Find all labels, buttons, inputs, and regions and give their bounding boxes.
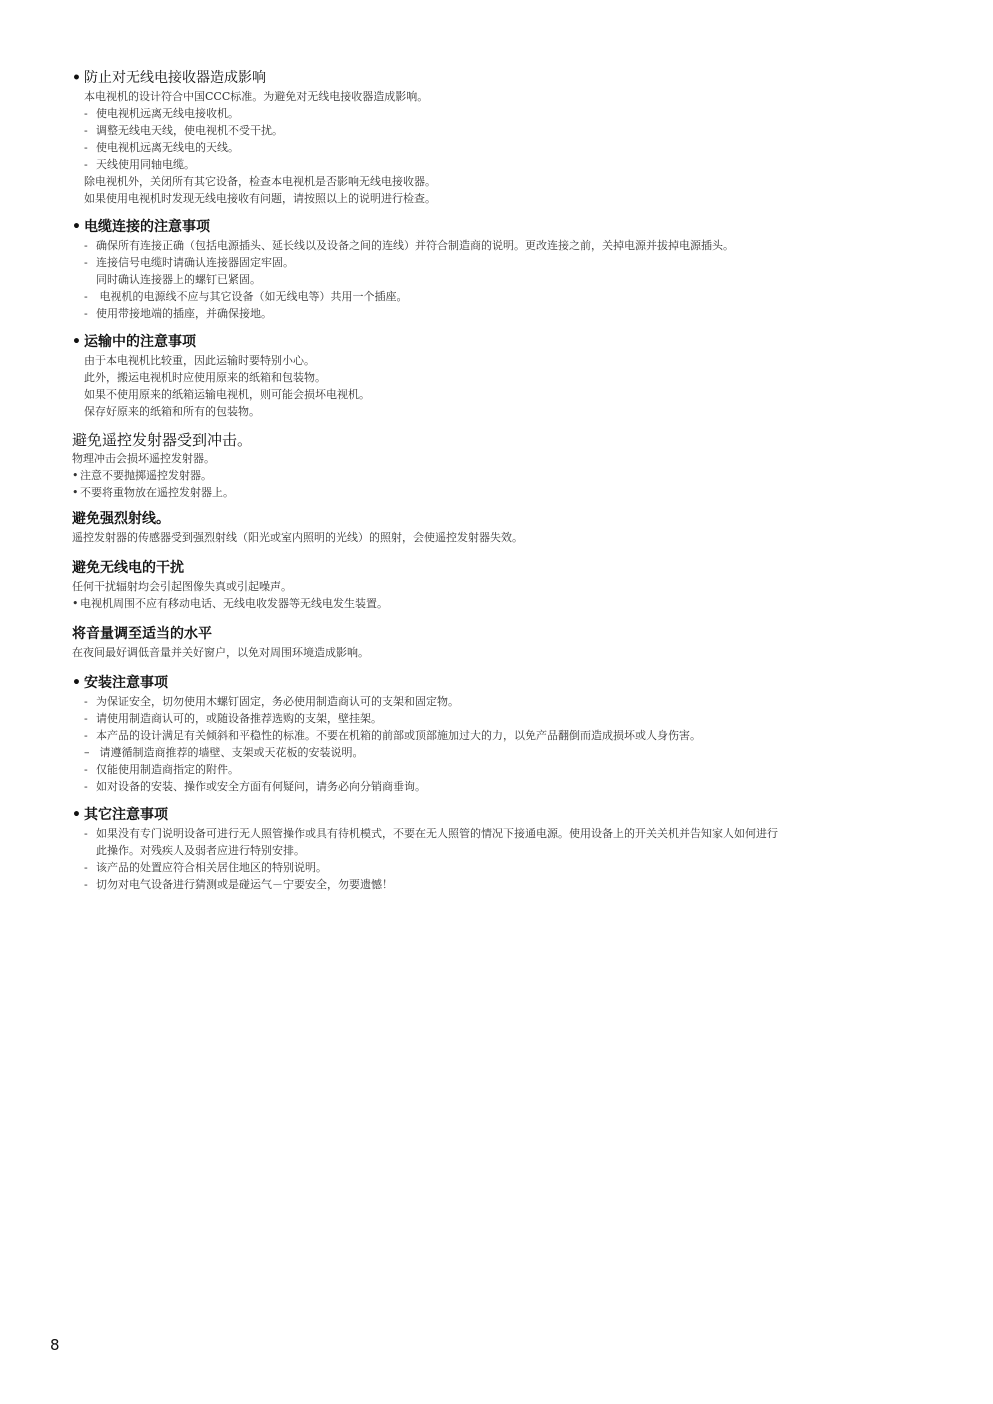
- section-heading: [72, 805, 952, 825]
- dash-item-text: 为保证安全，切勿使用木螺钉固定，务必使用制造商认可的支架和固定物。: [96, 695, 459, 708]
- dash-item: [72, 761, 952, 778]
- body-line: 在夜间最好调低音量并关好窗户，以免对周围环境造成影响。: [72, 646, 369, 659]
- dash-marker: –: [84, 746, 90, 759]
- section-remote-shock: [72, 430, 952, 501]
- body-line: 保存好原来的纸箱和所有的包装物。: [84, 405, 260, 418]
- dash-marker: -: [84, 827, 88, 840]
- section-strong-light: [72, 509, 952, 546]
- dash-item: [72, 859, 952, 876]
- dash-item-text: 该产品的处置应符合相关居住地区的特别说明。: [96, 861, 327, 874]
- dash-item: [72, 122, 952, 139]
- dash-marker: -: [84, 239, 88, 252]
- dash-marker: -: [84, 158, 88, 171]
- dash-item: [72, 237, 952, 254]
- section-transport: [72, 332, 952, 420]
- section-heading: [72, 68, 952, 88]
- bullet-icon: •: [72, 486, 79, 499]
- dash-marker: -: [84, 729, 88, 742]
- section-heading-text: 其它注意事项: [84, 807, 168, 823]
- continued-line: 同时确认连接器上的螺钉已紧固。: [96, 273, 261, 286]
- dash-item-text: 调整无线电天线，使电视机不受干扰。: [96, 124, 283, 137]
- dash-item-text: 仅能使用制造商指定的附件。: [96, 763, 239, 776]
- dash-marker: -: [84, 290, 88, 303]
- body-line: 此外，搬运电视机时应使用原来的纸箱和包装物。: [84, 371, 326, 384]
- dash-item-text: 请遵循制造商推荐的墙壁、支架或天花板的安装说明。: [96, 746, 364, 759]
- section-heading: [72, 217, 952, 237]
- dash-marker: -: [84, 256, 88, 269]
- dash-item: [72, 876, 952, 893]
- dash-item-text: 使电视机远离无线电的天线。: [96, 141, 239, 154]
- dash-item-text: 使电视机远离无线电接收机。: [96, 107, 239, 120]
- bullet-item-text: 电视机周围不应有移动电话、无线电收发器等无线电发生装置。: [80, 597, 388, 610]
- dash-marker: -: [84, 763, 88, 776]
- bullet-icon: •: [72, 469, 79, 482]
- section-radio-interference: [72, 68, 952, 207]
- dash-marker: -: [84, 861, 88, 874]
- section-heading-text: 运输中的注意事项: [84, 334, 196, 350]
- bullet-item: [72, 467, 952, 484]
- dash-item-text: 连接信号电缆时请确认连接器固定牢固。: [96, 256, 294, 269]
- dash-marker: -: [84, 307, 88, 320]
- dash-marker: -: [84, 695, 88, 708]
- dash-item: [72, 105, 952, 122]
- dash-item-text: 本产品的设计满足有关倾斜和平稳性的标准。不要在机箱的前部或顶部施加过大的力，以免产品翻倒而造成损坏或人身伤害。: [96, 729, 701, 742]
- body-line: 如果不使用原来的纸箱运输电视机，则可能会损坏电视机。: [84, 388, 370, 401]
- section-installation: [72, 673, 952, 795]
- bullet-icon: •: [72, 675, 81, 691]
- section-heading: [72, 332, 952, 352]
- page-number: 8: [50, 1336, 60, 1354]
- dash-marker: -: [84, 712, 88, 725]
- dash-item: [72, 156, 952, 173]
- dash-item: [72, 727, 952, 744]
- section-heading-text: 电缆连接的注意事项: [84, 219, 210, 235]
- dash-marker: -: [84, 141, 88, 154]
- section-volume: [72, 624, 952, 661]
- dash-item: [72, 288, 952, 305]
- dash-item-text: 请使用制造商认可的，或随设备推荐选购的支架，壁挂架。: [96, 712, 382, 725]
- dash-item-text: 天线使用同轴电缆。: [96, 158, 195, 171]
- section-cable-connection: [72, 217, 952, 322]
- dash-item-text: 确保所有连接正确（包括电源插头、延长线以及设备之间的连线）并符合制造商的说明。更改连接之前，关掉电源并拔掉电源插头。: [96, 239, 734, 252]
- dash-item-text: 如对设备的安装、操作或安全方面有何疑问，请务必向分销商垂询。: [96, 780, 426, 793]
- section-other: [72, 805, 952, 893]
- dash-item: [72, 693, 952, 710]
- dash-item-text: 切勿对电气设备进行猜测或是碰运气－宁要安全，勿要遗憾！: [96, 878, 393, 891]
- bullet-item: [72, 595, 952, 612]
- body-line: 任何干扰辐射均会引起图像失真或引起噪声。: [72, 580, 292, 593]
- bullet-item-text: 注意不要抛掷遥控发射器。: [80, 469, 212, 482]
- section-radio-noise: [72, 558, 952, 612]
- dash-marker: -: [84, 107, 88, 120]
- section-heading: 避免无线电的干扰: [72, 560, 184, 576]
- bullet-item-text: 不要将重物放在遥控发射器上。: [80, 486, 234, 499]
- section-heading: 避免遥控发射器受到冲击。: [72, 431, 253, 449]
- bullet-icon: •: [72, 334, 81, 350]
- continued-line: 此操作。对残疾人及弱者应进行特别安排。: [96, 844, 305, 857]
- bullet-icon: •: [72, 807, 81, 823]
- section-heading-text: 防止对无线电接收器造成影响: [84, 70, 266, 86]
- body-line: 本电视机的设计符合中国CCC标准。为避免对无线电接收器造成影响。: [84, 90, 429, 103]
- body-line: 遥控发射器的传感器受到强烈射线（阳光或室内照明的光线）的照射，会使遥控发射器失效。: [72, 531, 523, 544]
- dash-item: [72, 139, 952, 156]
- body-line: 如果使用电视机时发现无线电接收有问题，请按照以上的说明进行检查。: [84, 192, 436, 205]
- section-heading: 将音量调至适当的水平: [72, 626, 212, 642]
- body-line: 由于本电视机比较重，因此运输时要特别小心。: [84, 354, 315, 367]
- section-heading-text: 安装注意事项: [84, 675, 168, 691]
- dash-marker: -: [84, 780, 88, 793]
- bullet-icon: •: [72, 597, 79, 610]
- dash-item: [72, 825, 952, 842]
- dash-item-text: 电视机的电源线不应与其它设备（如无线电等）共用一个插座。: [96, 290, 408, 303]
- body-line: 除电视机外，关闭所有其它设备，检查本电视机是否影响无线电接收器。: [84, 175, 436, 188]
- section-heading: 避免强烈射线。: [72, 511, 170, 527]
- dash-marker: -: [84, 124, 88, 137]
- section-heading: [72, 673, 952, 693]
- dash-item: [72, 710, 952, 727]
- dash-item: [72, 254, 952, 271]
- dash-item: [72, 778, 952, 795]
- bullet-icon: •: [72, 70, 81, 86]
- dash-item: [72, 305, 952, 322]
- manual-page-content: [72, 68, 952, 901]
- bullet-icon: •: [72, 219, 81, 235]
- body-line: 物理冲击会损坏遥控发射器。: [72, 452, 215, 465]
- dash-item-text: 使用带接地端的插座，并确保接地。: [96, 307, 272, 320]
- bullet-item: [72, 484, 952, 501]
- dash-marker: -: [84, 878, 88, 891]
- dash-item: [72, 744, 952, 761]
- dash-item-text: 如果没有专门说明设备可进行无人照管操作或具有待机模式，不要在无人照管的情况下接通电源。使用设备上的开关关机并告知家人如何进行: [96, 827, 778, 840]
